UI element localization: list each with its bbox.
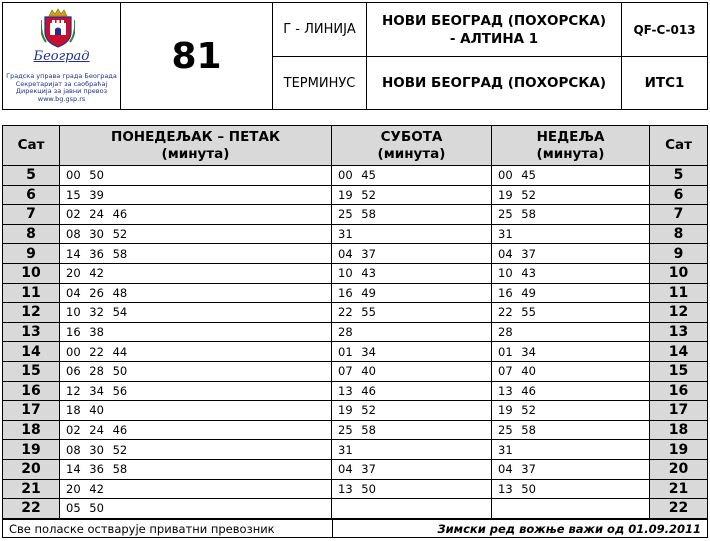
weekday-minutes: 10 32 54	[60, 303, 332, 323]
weekday-minutes: 02 24 46	[60, 205, 332, 225]
weekday-minutes: 18 40	[60, 401, 332, 421]
hour-cell-right: 6	[650, 185, 708, 205]
hour-cell-left: 21	[3, 479, 60, 499]
hour-cell-left: 15	[3, 361, 60, 381]
hour-cell-right: 22	[650, 499, 708, 519]
saturday-minutes: 25 58	[332, 205, 492, 225]
hour-cell-left: 9	[3, 244, 60, 264]
footer-note: Све поласке остварује приватни превозник	[3, 520, 333, 538]
hour-header-left: Сат	[3, 126, 60, 166]
weekday-minutes: 20 42	[60, 479, 332, 499]
hour-header-right: Сат	[650, 126, 708, 166]
saturday-minutes: 01 34	[332, 342, 492, 362]
hour-cell-right: 11	[650, 283, 708, 303]
header-table	[2, 2, 708, 110]
line-label: Г - ЛИНИЈА	[273, 3, 367, 57]
sunday-minutes: 13 50	[492, 479, 650, 499]
hour-cell-left: 14	[3, 342, 60, 362]
hour-cell-right: 9	[650, 244, 708, 264]
hour-cell-right: 12	[650, 303, 708, 323]
its-code: ИТС1	[622, 57, 708, 110]
saturday-minutes: 13 46	[332, 381, 492, 401]
hour-cell-left: 20	[3, 459, 60, 479]
table-row	[3, 166, 708, 186]
city-logo	[3, 3, 121, 110]
saturday-minutes: 31	[332, 224, 492, 244]
sunday-minutes: 28	[492, 322, 650, 342]
weekday-minutes: 08 30 52	[60, 224, 332, 244]
hour-cell-left: 12	[3, 303, 60, 323]
terminus-label: ТЕРМИНУС	[273, 57, 367, 110]
table-row	[3, 263, 708, 283]
sunday-header: НЕДЕЉА (минута)	[492, 126, 650, 166]
hour-cell-right: 21	[650, 479, 708, 499]
doc-code: QF-C-013	[622, 3, 708, 57]
table-row	[3, 303, 708, 323]
sunday-minutes: 04 37	[492, 459, 650, 479]
sunday-minutes: 16 49	[492, 283, 650, 303]
saturday-minutes: 28	[332, 322, 492, 342]
hour-cell-left: 6	[3, 185, 60, 205]
hour-cell-left: 16	[3, 381, 60, 401]
table-row	[3, 401, 708, 421]
weekday-minutes: 16 38	[60, 322, 332, 342]
hour-cell-right: 17	[650, 401, 708, 421]
weekday-minutes: 14 36 58	[60, 244, 332, 264]
saturday-minutes: 19 52	[332, 401, 492, 421]
saturday-minutes: 13 50	[332, 479, 492, 499]
footer	[2, 519, 708, 538]
hour-cell-right: 15	[650, 361, 708, 381]
weekday-minutes: 14 36 58	[60, 459, 332, 479]
saturday-minutes: 04 37	[332, 459, 492, 479]
table-row	[3, 420, 708, 440]
hour-cell-left: 17	[3, 401, 60, 421]
hour-cell-right: 19	[650, 440, 708, 460]
saturday-minutes: 16 49	[332, 283, 492, 303]
table-row	[3, 479, 708, 499]
sunday-minutes: 22 55	[492, 303, 650, 323]
sunday-minutes: 19 52	[492, 401, 650, 421]
sunday-minutes: 19 52	[492, 185, 650, 205]
hour-cell-right: 5	[650, 166, 708, 186]
city-crest-icon	[41, 8, 75, 48]
hour-cell-left: 11	[3, 283, 60, 303]
hour-cell-left: 8	[3, 224, 60, 244]
sunday-minutes: 00 45	[492, 166, 650, 186]
saturday-minutes: 25 58	[332, 420, 492, 440]
hour-cell-right: 8	[650, 224, 708, 244]
table-row	[3, 440, 708, 460]
saturday-minutes: 19 52	[332, 185, 492, 205]
hour-cell-left: 18	[3, 420, 60, 440]
sunday-minutes: 10 43	[492, 263, 650, 283]
saturday-minutes: 04 37	[332, 244, 492, 264]
table-row	[3, 361, 708, 381]
hour-cell-right: 14	[650, 342, 708, 362]
sunday-minutes: 31	[492, 440, 650, 460]
saturday-header: СУБОТА (минута)	[332, 126, 492, 166]
weekday-minutes: 05 50	[60, 499, 332, 519]
table-row	[3, 185, 708, 205]
sunday-minutes: 31	[492, 224, 650, 244]
hour-cell-left: 22	[3, 499, 60, 519]
table-row	[3, 283, 708, 303]
sunday-minutes: 25 58	[492, 205, 650, 225]
hour-cell-left: 10	[3, 263, 60, 283]
sunday-minutes: 01 34	[492, 342, 650, 362]
table-row	[3, 244, 708, 264]
timetable	[2, 125, 708, 519]
hour-cell-right: 13	[650, 322, 708, 342]
table-row	[3, 342, 708, 362]
city-word: Београд	[33, 49, 90, 64]
sunday-minutes	[492, 499, 650, 519]
table-row	[3, 322, 708, 342]
sunday-minutes: 07 40	[492, 361, 650, 381]
weekday-minutes: 00 22 44	[60, 342, 332, 362]
hour-cell-right: 7	[650, 205, 708, 225]
saturday-minutes: 31	[332, 440, 492, 460]
saturday-minutes: 10 43	[332, 263, 492, 283]
saturday-minutes: 07 40	[332, 361, 492, 381]
weekday-minutes: 06 28 50	[60, 361, 332, 381]
hour-cell-left: 13	[3, 322, 60, 342]
weekday-minutes: 02 24 46	[60, 420, 332, 440]
saturday-minutes	[332, 499, 492, 519]
org-lines: Градска управа града Београда Секретаријат за саобраћај Дирекција за јавни превоз www.bg.gsp.rs	[6, 72, 117, 103]
weekday-minutes: 12 34 56	[60, 381, 332, 401]
hour-cell-right: 18	[650, 420, 708, 440]
hour-cell-left: 19	[3, 440, 60, 460]
route-name: НОВИ БЕОГРАД (ПОХОРСКА) - АЛТИНА 1	[367, 3, 622, 57]
weekday-minutes: 08 30 52	[60, 440, 332, 460]
sunday-minutes: 13 46	[492, 381, 650, 401]
timetable-body	[3, 166, 708, 519]
sunday-minutes: 25 58	[492, 420, 650, 440]
sunday-minutes: 04 37	[492, 244, 650, 264]
table-row	[3, 459, 708, 479]
table-row	[3, 381, 708, 401]
table-row	[3, 499, 708, 519]
saturday-minutes: 22 55	[332, 303, 492, 323]
hour-cell-right: 20	[650, 459, 708, 479]
terminus-name: НОВИ БЕОГРАД (ПОХОРСКА)	[367, 57, 622, 110]
table-row	[3, 205, 708, 225]
weekday-minutes: 20 42	[60, 263, 332, 283]
table-row	[3, 224, 708, 244]
hour-cell-left: 5	[3, 166, 60, 186]
line-number: 81	[121, 3, 273, 110]
validity-note: Зимски ред вожње важи од 01.09.2011	[333, 520, 708, 538]
weekday-minutes: 15 39	[60, 185, 332, 205]
hour-cell-right: 10	[650, 263, 708, 283]
hour-cell-left: 7	[3, 205, 60, 225]
weekday-minutes: 00 50	[60, 166, 332, 186]
saturday-minutes: 00 45	[332, 166, 492, 186]
weekday-header: ПОНЕДЕЉАК – ПЕТАК (минута)	[60, 126, 332, 166]
hour-cell-right: 16	[650, 381, 708, 401]
weekday-minutes: 04 26 48	[60, 283, 332, 303]
